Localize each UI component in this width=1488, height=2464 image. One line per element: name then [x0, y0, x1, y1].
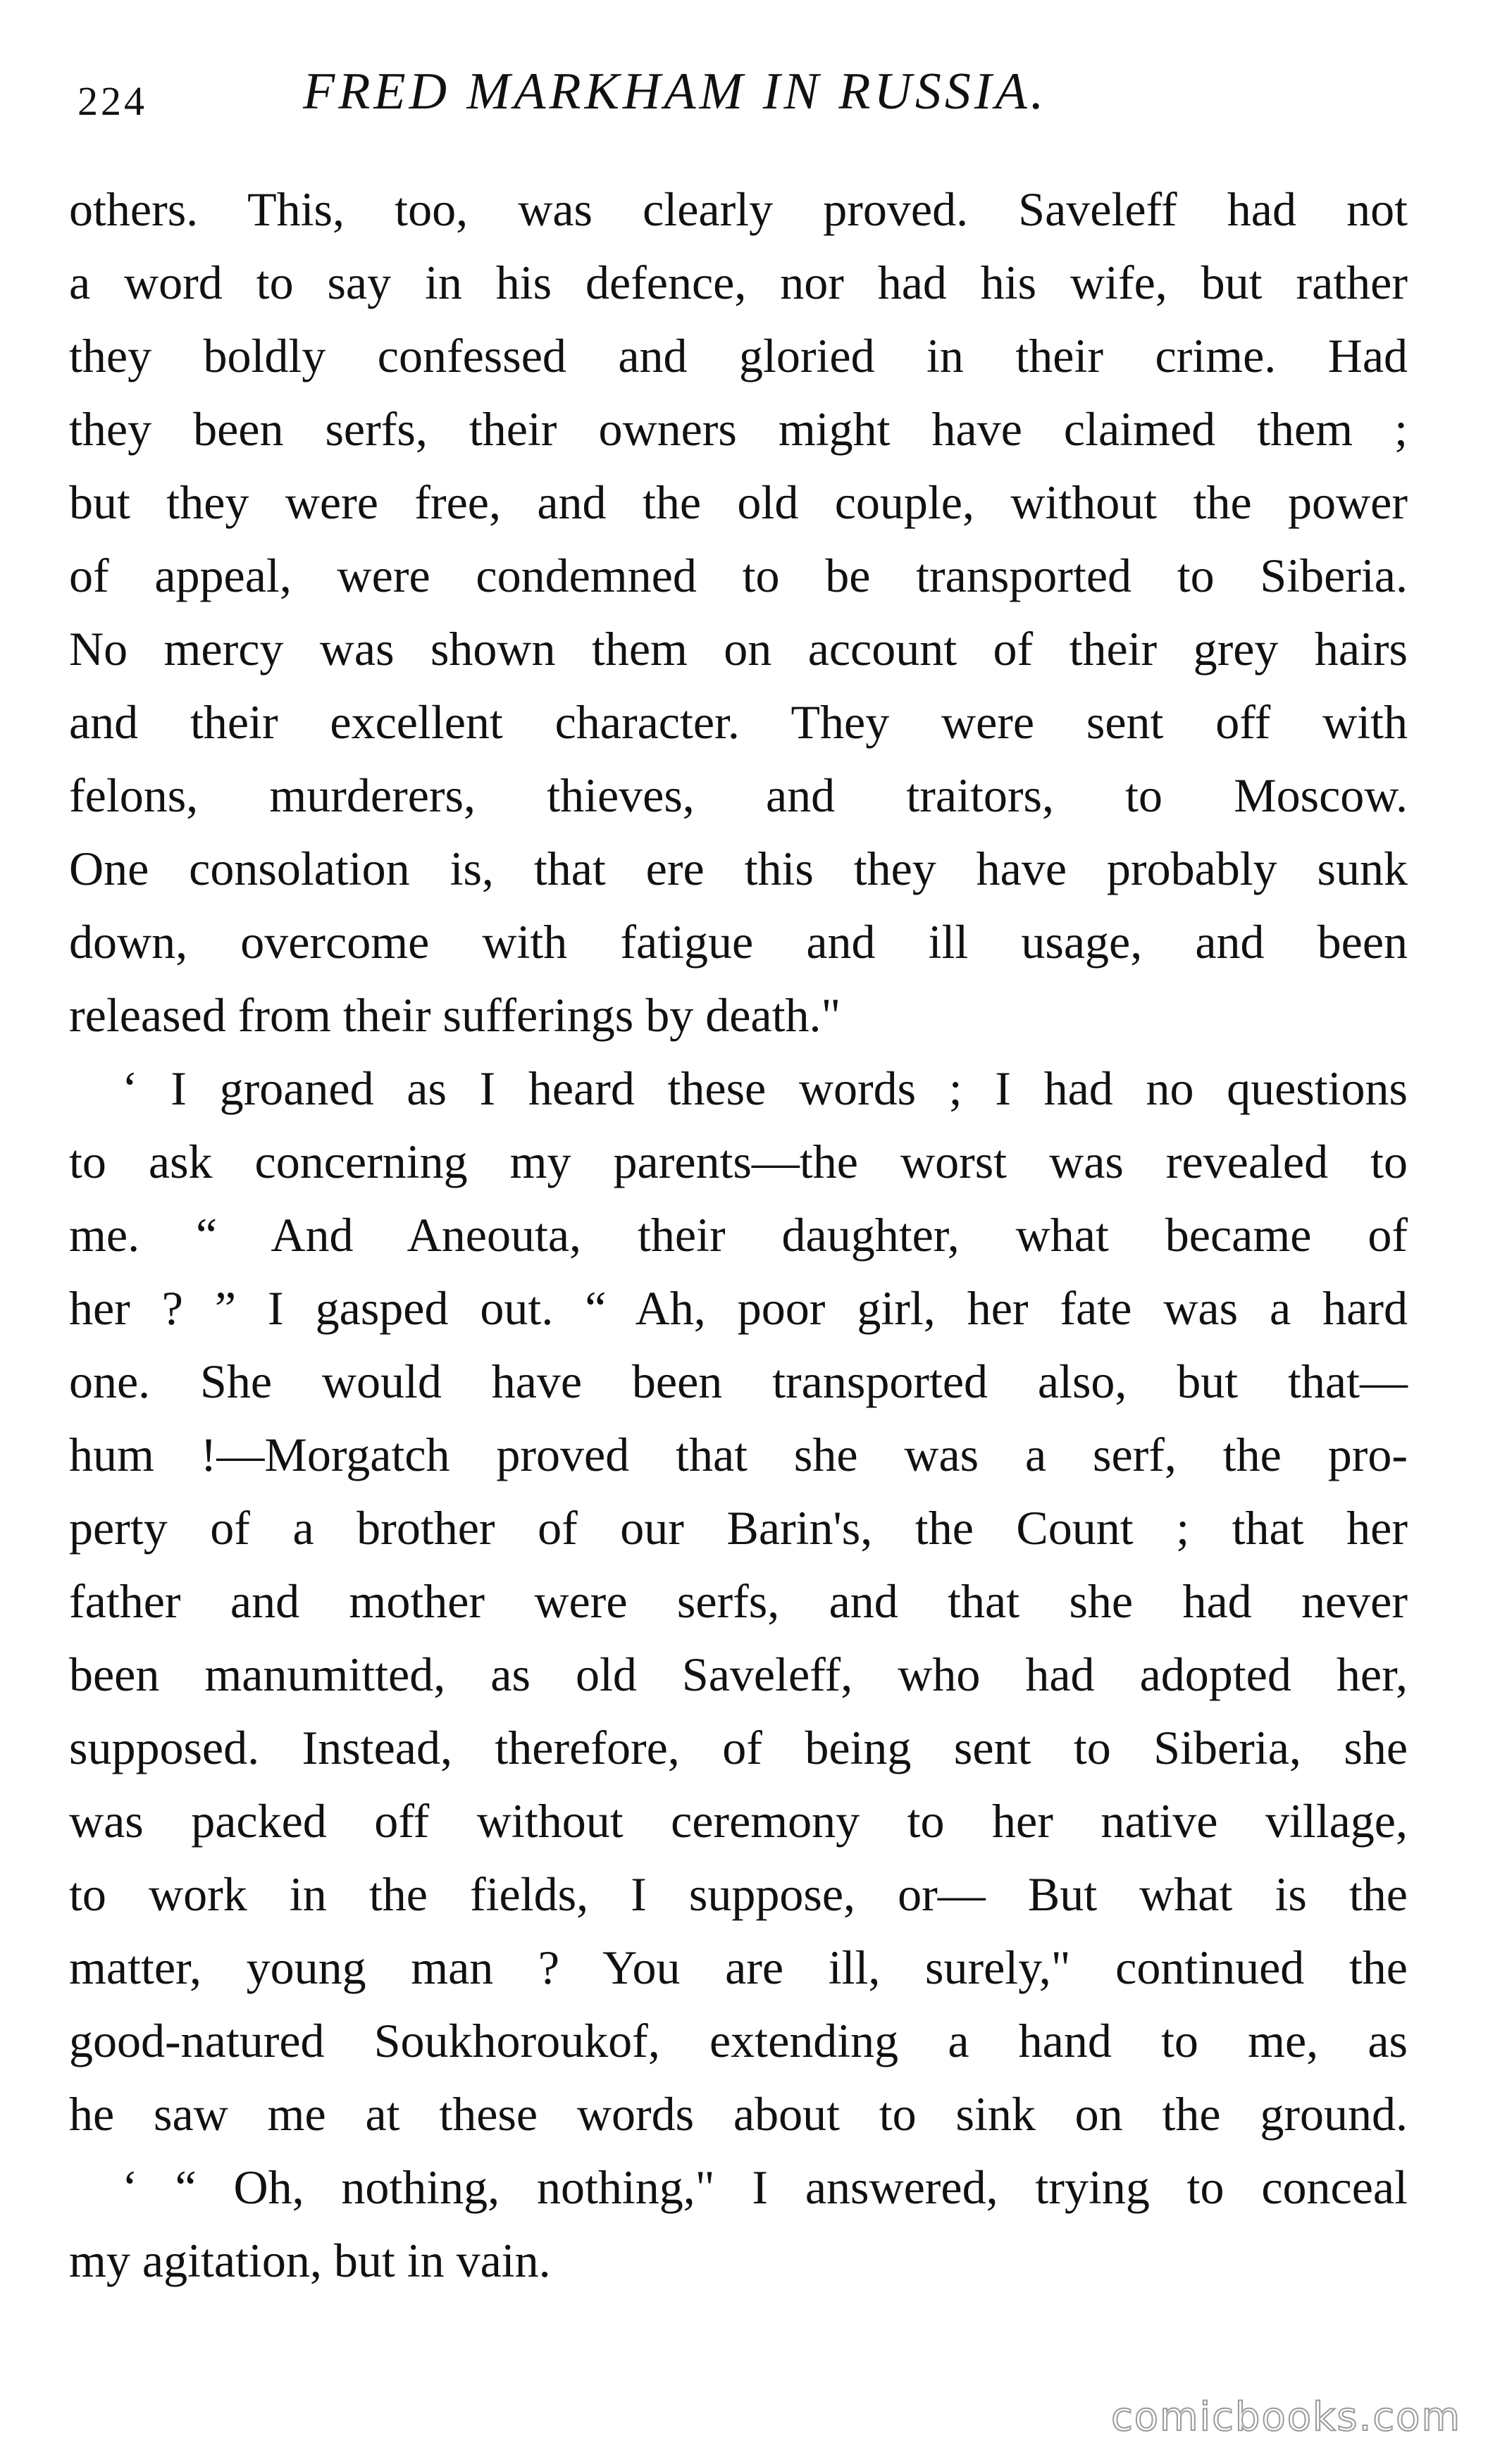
text-line: and their excellent character. They were sent off with	[69, 695, 1408, 749]
text-line: One consolation is, that ere this they have probably sunk	[69, 842, 1408, 895]
text-line: of appeal, were condemned to be transported to Siberia.	[69, 549, 1408, 602]
text-line: supposed. Instead, therefore, of being sent to Siberia, she	[69, 1721, 1408, 1774]
page-number: 224	[78, 78, 147, 124]
text-line: hum !—Morgatch proved that she was a serf, the pro-	[69, 1428, 1408, 1481]
text-line: been manumitted, as old Saveleff, who had adopted her,	[69, 1648, 1408, 1701]
paragraph-start: ‘ I groaned as I heard these words ; I had no questions	[122, 1062, 1408, 1115]
text-line: he saw me at these words about to sink on the ground.	[69, 2087, 1408, 2141]
text-line: to ask concerning my parents—the worst was revealed to	[69, 1135, 1408, 1188]
text-line: was packed off without ceremony to her native village,	[69, 1794, 1408, 1848]
text-line: one. She would have been transported also, but that—	[69, 1355, 1408, 1408]
paragraph-start: ‘ “ Oh, nothing, nothing," I answered, trying to conceal	[122, 2160, 1408, 2214]
text-line: No mercy was shown them on account of their grey hairs	[69, 622, 1408, 676]
text-line: others. This, too, was clearly proved. Saveleff had not	[69, 182, 1408, 236]
text-line: matter, young man ? You are ill, surely," continued the	[69, 1941, 1408, 1994]
site-watermark: comicbooks.com	[1110, 2394, 1461, 2440]
text-line: but they were free, and the old couple, without the power	[69, 475, 1408, 529]
text-line: me. “ And Aneouta, their daughter, what became of	[69, 1208, 1408, 1262]
text-line: to work in the fields, I suppose, or— But what is the	[69, 1867, 1408, 1921]
text-line: father and mother were serfs, and that she had never	[69, 1574, 1408, 1628]
text-line: perty of a brother of our Barin's, the Count ; that her	[69, 1501, 1408, 1555]
text-line: they boldly confessed and gloried in their crime. Had	[69, 329, 1408, 382]
text-line: her ? ” I gasped out. “ Ah, poor girl, her fate was a hard	[69, 1281, 1408, 1335]
text-line: my agitation, but in vain.	[69, 2234, 551, 2287]
body-text	[69, 173, 1408, 2297]
text-line: released from their sufferings by death."	[69, 988, 841, 1042]
text-line: good-natured Soukhoroukof, extending a hand to me, as	[69, 2014, 1408, 2067]
running-title: FRED MARKHAM IN RUSSIA.	[303, 63, 1048, 120]
text-line: down, overcome with fatigue and ill usage, and been	[69, 915, 1408, 969]
text-line: a word to say in his defence, nor had his wife, but rather	[69, 256, 1408, 309]
text-line: felons, murderers, thieves, and traitors, to Moscow.	[69, 769, 1408, 822]
text-line: they been serfs, their owners might have claimed them ;	[69, 402, 1408, 456]
page-header	[70, 62, 1409, 139]
